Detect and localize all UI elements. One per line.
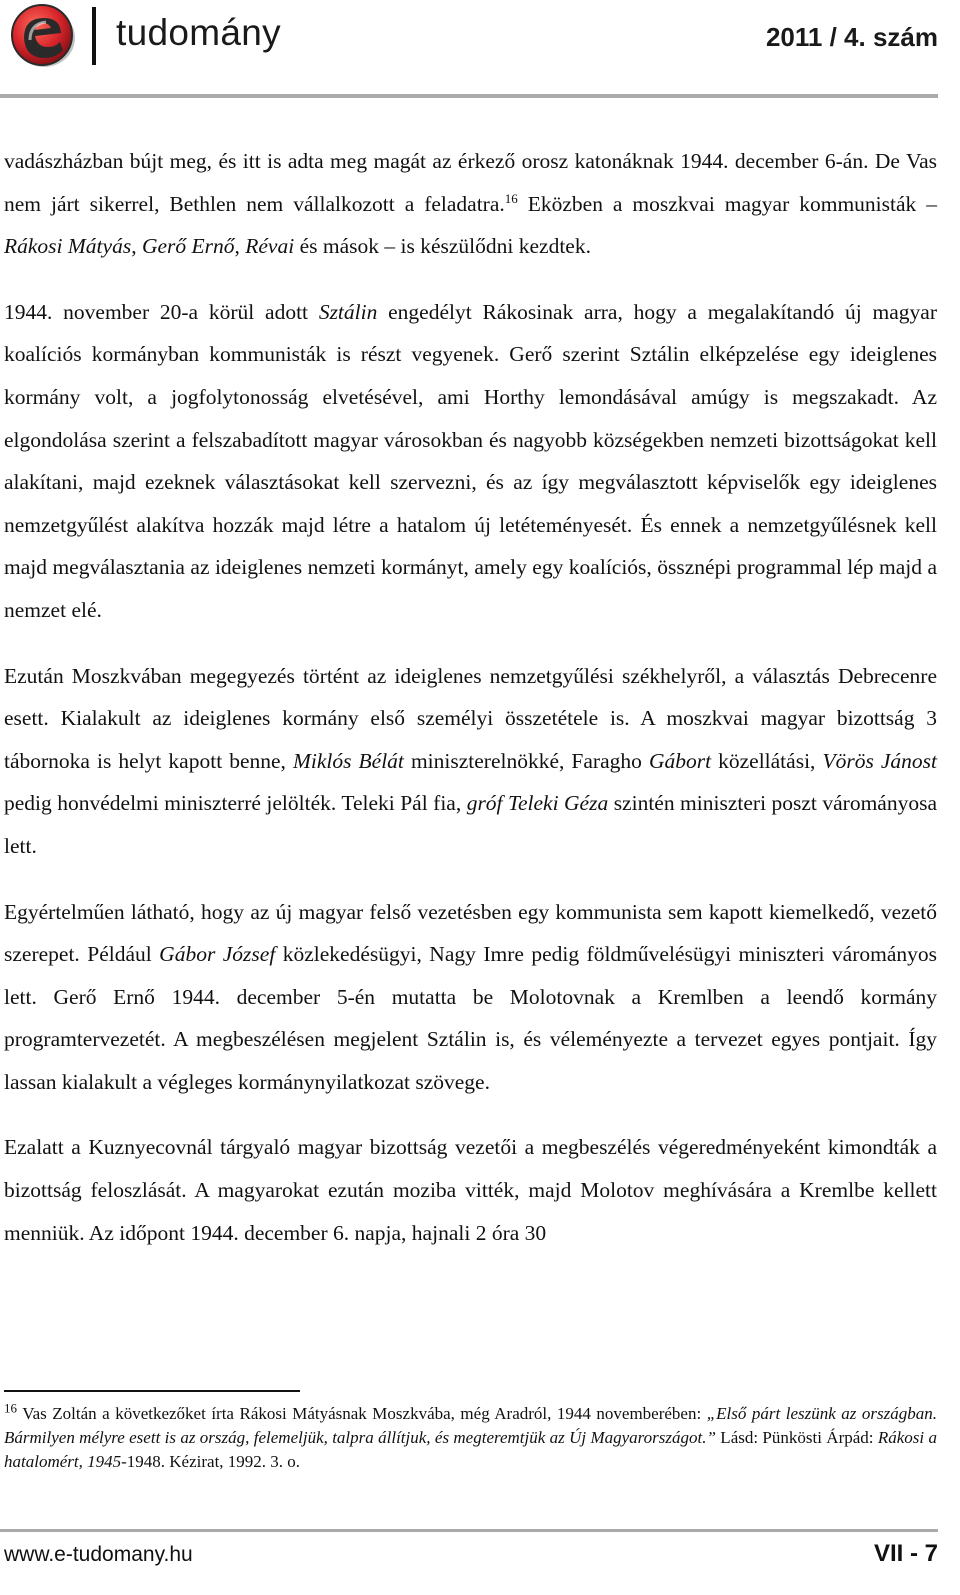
- text-run: Lásd: Pünkösti Árpád:: [715, 1428, 878, 1447]
- text-run: 1944. november 20-a körül adott: [4, 299, 319, 324]
- paragraph-3: [4, 655, 937, 868]
- italic-run: Gerő Ernő: [141, 234, 235, 259]
- page-number: VII - 7: [873, 1540, 938, 1567]
- text-run: vadászházban bújt meg, és itt is adta meg magát az érkező orosz katonáknak 1944. december 6-án. De Vas nem járt sikerrel, Bethlen nem vállalkozott a feladatra.: [4, 149, 937, 216]
- text-run: és mások – is készülődni kezdtek.: [294, 234, 591, 259]
- article-body: [4, 140, 937, 1277]
- footer-rule: [0, 1529, 938, 1532]
- paragraph-2: [4, 291, 937, 632]
- italic-run: Sztálin: [318, 299, 378, 324]
- text-run: -1948. Kézirat, 1992. 3. o.: [121, 1452, 301, 1471]
- text-run: szintén miniszteri poszt várományosa lett.: [4, 791, 937, 858]
- text-run: engedélyt Rákosinak arra, hogy a megalakítandó új magyar koalíciós kormányban kommunisták is részt vegyenek. Gerő szerint Sztálin elképzelése egy ideiglenes kormány volt, a jogfolytonosság elvetésével, ami Horthy lemondásával amúgy is megszakadt. Az elgondolása szerint a felszabadított magyar városokban és nagyobb községekben nemzeti bizottságokat kell alakítani, majd ezeknek választásokat kell szervezni, és az így megválasztott képviselők egy ideiglenes nemzetgyűlést alakítva hozzák majd létre a hatalom új letéteményesét. És ennek a nemzetgyűlésnek kell majd megválasztania az ideiglenes nemzeti kormányt, amely egy koalíciós, össznépi programmal lép majd a nemzet elé.: [4, 299, 938, 622]
- italic-run: „Első párt leszünk az országban. Bármilyen mélyre esett is az ország, felemeljük, talpra állítjuk, és megteremtjük az Új Magyarországot.”: [4, 1404, 938, 1447]
- text-run: ,: [234, 234, 246, 259]
- text-run: Ezalatt a Kuznyecovnál tárgyaló magyar bizottság vezetői a megbeszélés végeredményeként kimondták a bizottság feloszlását. A magyarokat ezután moziba vitték, majd Molotov meghívására a Kremlbe kellett menniük. Az időpont 1944. december 6. napja, hajnali 2 óra 30: [4, 1135, 937, 1245]
- text-run: ,: [131, 234, 142, 259]
- issue-number: 2011 / 4. szám: [765, 22, 938, 52]
- header-divider: [92, 7, 96, 65]
- italic-run: Miklós Bélát: [292, 748, 404, 773]
- footer-url-link[interactable]: www.e-tudomany.hu: [4, 1543, 193, 1566]
- paragraph-5: [4, 1126, 937, 1254]
- footnote-ref: 16: [504, 190, 518, 206]
- text-run: közlekedésügyi, Nagy Imre pedig földművelésügyi miniszteri várományos lett. Gerő Ernő 1944. december 5-én mutatta be Molotovnak a Kremlben a leendő kormány programtervezetét. A megbeszélésen megjelent Sztálin is, és véleményezte a tervezet egyes pontjait. Így lassan kialakult a végleges kormánynyilatkozat szövege.: [4, 942, 937, 1094]
- footnote-ref: 16: [4, 1400, 17, 1416]
- italic-run: Rákosi a hatalomért, 1945: [4, 1428, 937, 1471]
- italic-run: Rákosi Mátyás: [4, 234, 132, 259]
- footnote-separator: [4, 1390, 300, 1392]
- italic-run: Gábort: [648, 748, 712, 773]
- site-name: tudomány: [116, 12, 281, 53]
- italic-run: Révai: [245, 234, 295, 259]
- text-run: Ezután Moszkvában megegyezés történt az ideiglenes nemzetgyűlési székhelyről, a választás Debrecenre esett. Kialakult az ideiglenes kormány első személyi összetétele is. A moszkvai magyar bizottság 3 tábornoka is helyt kapott benne,: [4, 663, 937, 773]
- page-header: [0, 0, 960, 100]
- text-run: Eközben a moszkvai magyar kommunisták –: [517, 191, 937, 216]
- text-run: miniszterelnökké, Faragho: [403, 748, 649, 773]
- italic-run: Gábor József: [159, 942, 276, 967]
- footnote-16: [4, 1402, 937, 1474]
- text-run: Egyértelműen látható, hogy az új magyar felső vezetésben egy kommunista sem kapott kiemelkedő, vezető szerepet. Például: [4, 899, 937, 967]
- text-run: közellátási,: [711, 748, 823, 773]
- paragraph-1: [4, 140, 937, 268]
- e-tudomany-logo-icon: [8, 0, 78, 70]
- header-rule: [0, 94, 938, 98]
- paragraph-4: [4, 891, 937, 1104]
- text-run: pedig honvédelmi miniszterré jelölték. Teleki Pál fia,: [4, 791, 467, 816]
- italic-run: Vörös Jánost: [822, 748, 938, 773]
- text-run: Vas Zoltán a következőket írta Rákosi Mátyásnak Moszkvába, még Aradról, 1944 novemberében:: [17, 1404, 707, 1423]
- italic-run: gróf Teleki Géza: [466, 791, 609, 816]
